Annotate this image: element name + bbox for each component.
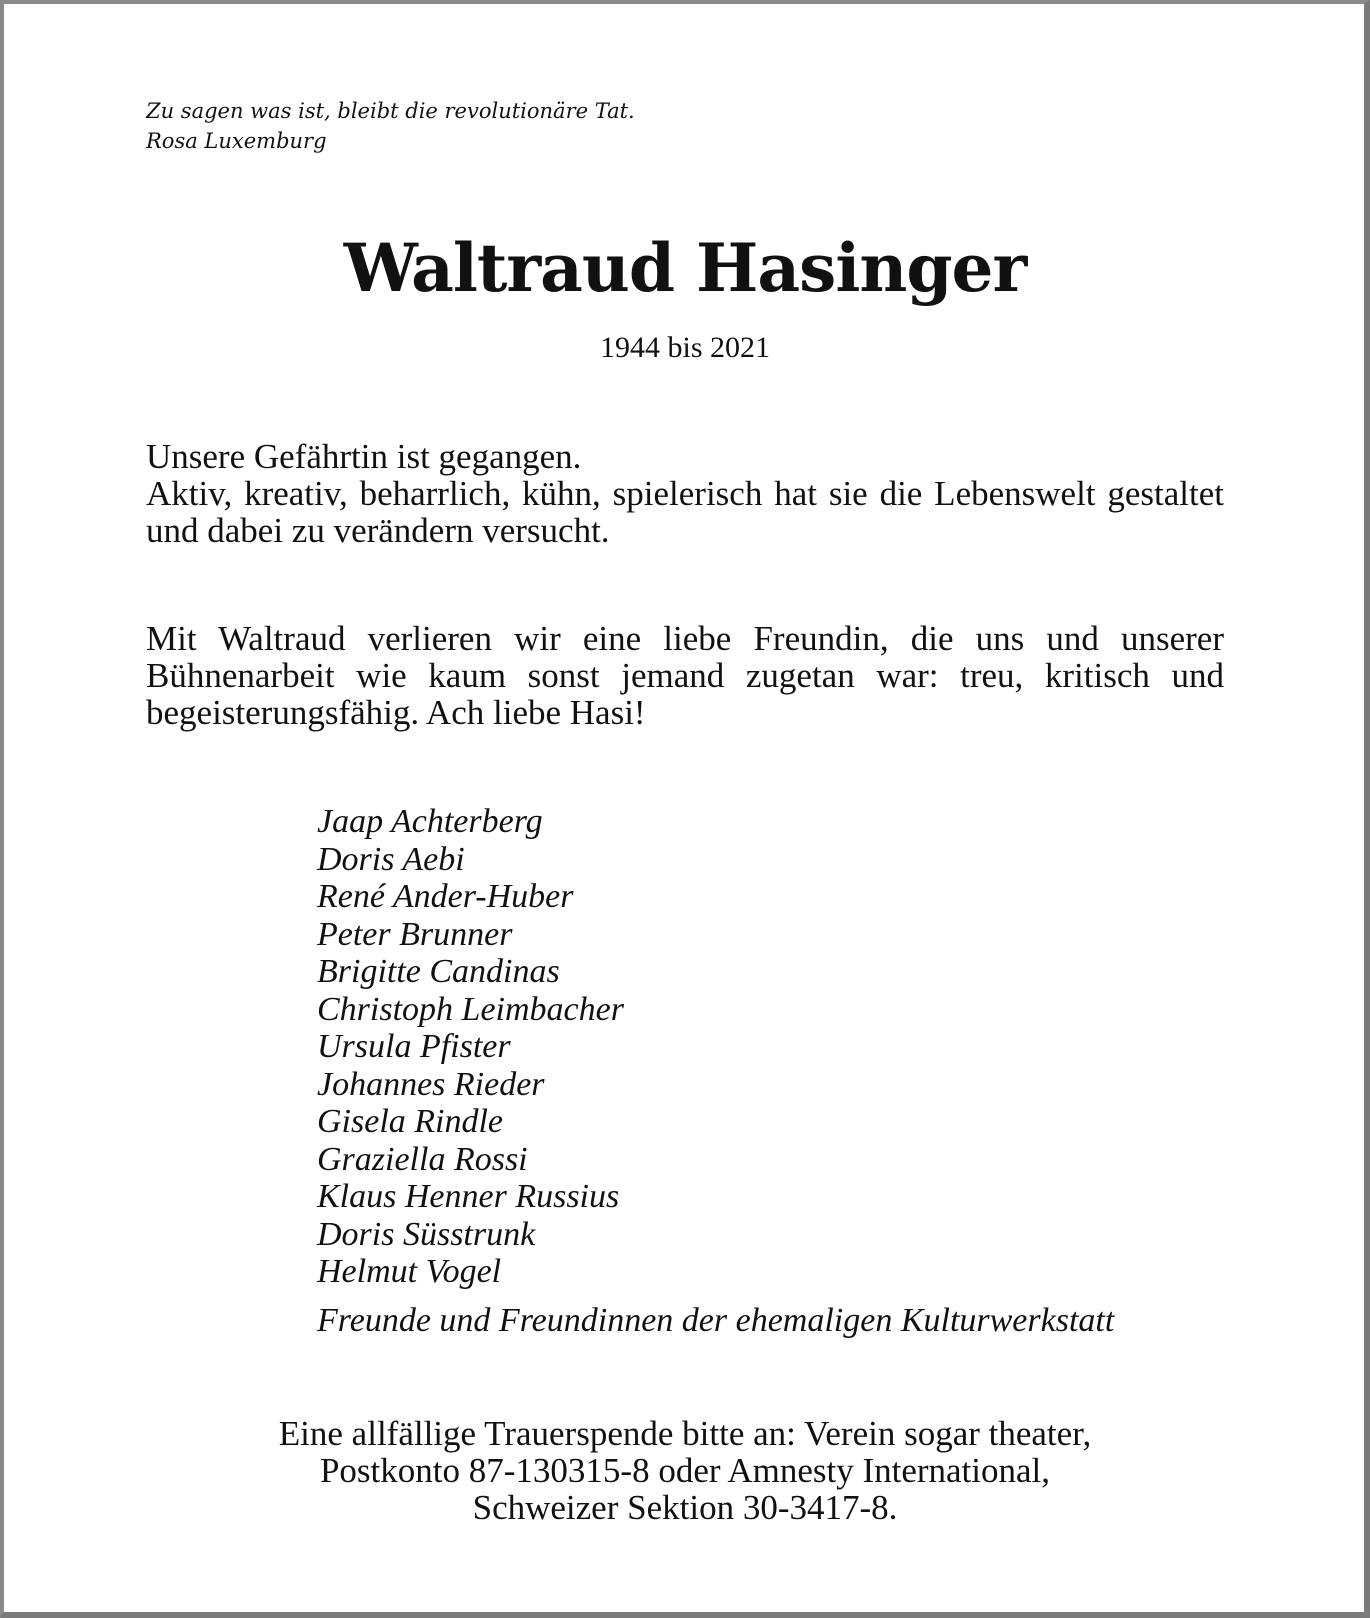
deceased-name: Waltraud Hasinger [343,229,1027,307]
signer-name: Brigitte Candinas [317,953,560,990]
signer-name: Helmut Vogel [317,1253,502,1290]
signer-name: Jaap Achterberg [317,803,543,840]
signer-name: Doris Süsstrunk [317,1215,536,1253]
donation-line: Postkonto 87-130315-8 oder Amnesty International, [319,1451,1051,1490]
paragraph-farewell-text: Aktiv, kreativ, beharrlich, kühn, spielerisch hat sie die Lebenswelt gestaltet und dabei zu verändern versucht. [146,474,1224,550]
signer-name: Graziella Rossi [317,1140,528,1178]
paragraph-farewell [146,438,1224,549]
signer-name: Peter Brunner [317,915,513,953]
epigraph-author: Rosa Luxemburg [146,129,327,153]
signer-name: Gisela Rindle [317,1103,504,1140]
paragraph-farewell-first-line: Unsere Gefährtin ist gegangen. [146,437,582,476]
donation-note [0,1415,1370,1526]
signer-name: Johannes Rieder [317,1065,545,1103]
signer-group: Freunde und Freundinnen der ehemaligen Kulturwerkstatt [317,1302,1115,1339]
paragraph-tribute: Mit Waltraud verlieren wir eine liebe Freundin, die uns und unserer Bühnenarbeit wie kaum sonst jemand zugetan war: treu, kritisch und begeisterungsfähig. Ach liebe Hasi! [146,619,1224,732]
signer-name: Doris Aebi [317,840,465,878]
signer-name: René Ander-Huber [317,878,574,915]
epigraph-text: Zu sagen was ist, bleibt die revolutionäre Tat. [146,99,635,123]
life-years: 1944 bis 2021 [599,331,770,364]
signer-list [317,803,624,1291]
signer-name: Ursula Pfister [317,1028,511,1065]
donation-line: Schweizer Sektion 30-3417-8. [472,1488,898,1527]
signer-name: Klaus Henner Russius [317,1178,620,1215]
epigraph [146,96,635,156]
signer-name: Christoph Leimbacher [317,990,624,1028]
donation-line: Eine allfällige Trauerspende bitte an: Verein sogar theater, [278,1414,1092,1453]
